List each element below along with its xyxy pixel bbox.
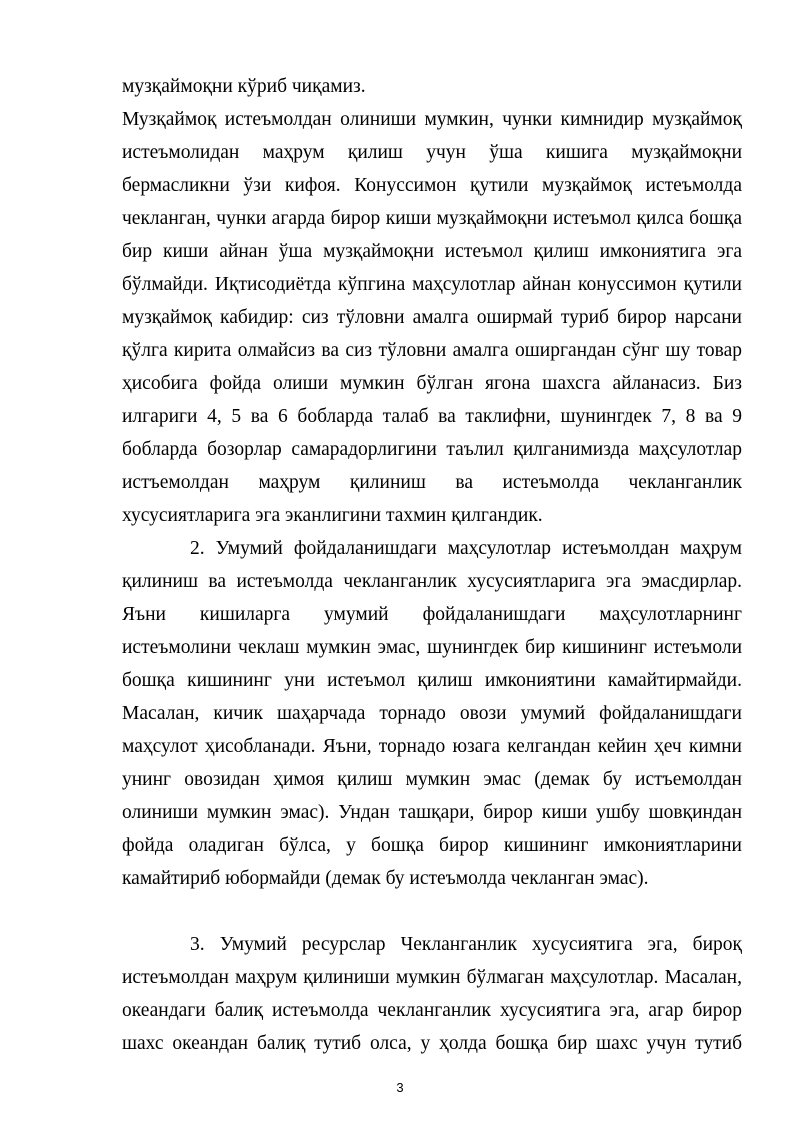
paragraph-3-first-line: 3. Умумий ресурслар Чекланганлик хусусиятига эга, бироқ xyxy=(190,934,742,955)
text-line: ҳисобига фойда олиши мумкин бўлган ягона шахсга айланасиз. Биз xyxy=(122,373,742,394)
text-line: бермасликни ўзи кифоя. Конуссимон қутили музқаймоқ истеъмолда xyxy=(122,175,742,196)
text-line: истеъмолини чеклаш мумкин эмас, шунингдек бир кишининг истеъмоли xyxy=(122,637,742,658)
text-line: камайтириб юбормайди (демак бу истеъмолда чекланган эмас). xyxy=(122,868,649,889)
text-line: бир киши айнан ўша музқаймоқни истеъмол қилиш имкониятига эга xyxy=(122,241,742,262)
text-line: бобларда бозорлар самарадорлигини таълил қилганимизда маҳсулотлар xyxy=(122,439,742,460)
text-line: маҳсулот ҳисобланади. Яъни, торнадо юзага келгандан кейин ҳеч кимни xyxy=(122,736,742,757)
text-line: хусусиятларига эга эканлигини тахмин қилгандик. xyxy=(122,505,543,526)
paragraph-2-first-line: 2. Умумий фойдаланишдаги маҳсулотлар истеъмолдан маҳрум xyxy=(190,538,742,559)
text-line: олиниши мумкин эмас). Ундан ташқари, бирор киши ушбу шовқиндан xyxy=(122,802,742,823)
text-line: шахс океандан балиқ тутиб олса, у ҳолда бошқа бир шахс учун тутиб xyxy=(122,1033,742,1054)
text-line: истеъмолидан маҳрум қилиш учун ўша кишига музқаймоқни xyxy=(122,142,742,163)
text-line: истеъмолдан маҳрум қилиниши мумкин бўлмаган маҳсулотлар. Масалан, xyxy=(122,967,742,988)
text-line: илгариги 4, 5 ва 6 бобларда талаб ва таклифни, шунингдек 7, 8 ва 9 xyxy=(122,406,742,427)
text-line: музқаймоқни кўриб чиқамиз. xyxy=(122,76,366,97)
text-line: қўлга кирита олмайсиз ва сиз тўловни амалга оширгандан сўнг шу товар xyxy=(122,340,742,361)
text-line: Яъни кишиларга умумий фойдаланишдаги маҳсулотларнинг xyxy=(122,604,742,625)
text-line: чекланган, чунки агарда бирор киши музқаймоқни истеъмол қилса бошқа xyxy=(122,208,742,229)
text-line: музқаймоқ кабидир: сиз тўловни амалга оширмай туриб бирор нарсани xyxy=(122,307,742,328)
text-line: Музқаймоқ истеъмолдан олиниши мумкин, чунки кимнидир музқаймоқ xyxy=(122,109,742,130)
page-number: 3 xyxy=(396,1080,404,1095)
text-line: Масалан, кичик шаҳарчада торнадо овози умумий фойдаланишдаги xyxy=(122,703,742,724)
text-line: унинг овозидан ҳимоя қилиш мумкин эмас (демак бу истъемолдан xyxy=(122,769,742,790)
text-line: истъемолдан маҳрум қилиниш ва истеъмолда чекланганлик xyxy=(122,472,742,493)
text-line: фойда оладиган бўлса, у бошқа бирор кишининг имкониятларини xyxy=(122,835,742,856)
text-line: қилиниш ва истеъмолда чекланганлик хусусиятларига эга эмасдирлар. xyxy=(122,571,742,592)
text-line: океандаги балиқ истеъмолда чекланганлик хусусиятига эга, агар бирор xyxy=(122,1000,742,1021)
text-line: бошқа кишининг уни истеъмол қилиш имкониятини камайтирмайди. xyxy=(122,670,742,691)
text-line: бўлмайди. Иқтисодиётда кўпгина маҳсулотлар айнан конуссимон қутили xyxy=(122,274,742,295)
